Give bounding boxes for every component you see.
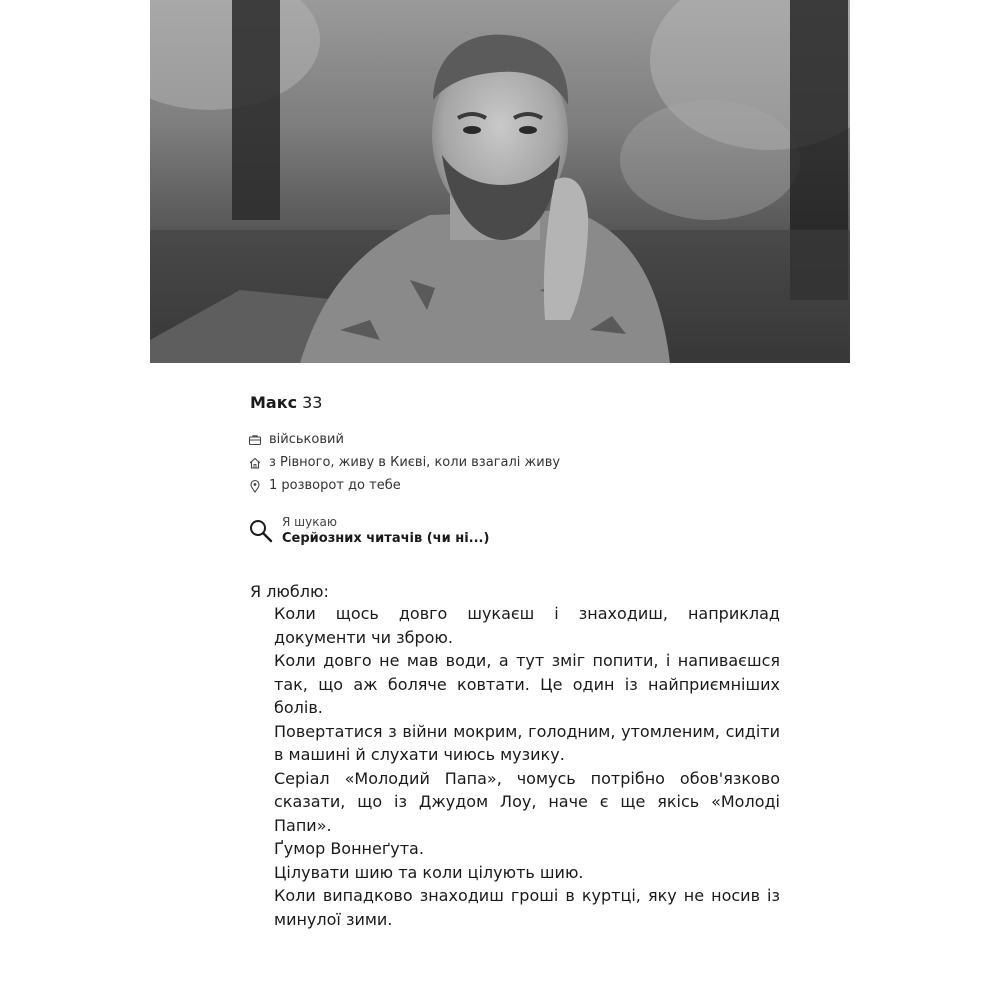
distance-text: 1 розворот до тебе [269,478,401,493]
distance-row [248,478,401,494]
profile-photo [150,0,850,363]
list-item: Повертатися з війни мокрим, голодним, утомленим, сидіти в машині й слухати чиюсь музику. [274,721,780,764]
list-item: Ґумор Воннеґута. [274,839,424,858]
briefcase-icon [248,433,262,447]
hometown-row [248,455,560,471]
hometown-text: з Рівного, живу в Києві, коли взагалі живу [269,455,561,470]
location-pin-icon [248,479,262,493]
occupation-text: військовий [269,432,344,447]
list-item: Цілувати шию та коли цілують шию. [274,862,584,882]
home-icon [248,456,262,470]
list-item: Коли щось довго шукаєш і знаходиш, наприклад документи чи зброю. [274,604,780,647]
likes-list [250,602,780,931]
seeking-block [248,515,489,548]
list-item: Коли випадково знаходиш гроші в куртці, яку не носив із минулої зими. [274,886,780,929]
seeking-label: Я шукаю [282,515,337,529]
seeking-value: Серйозних читачів (чи ні...) [282,531,490,546]
profile-age: 33 [302,393,323,412]
likes-title: Я люблю: [250,582,329,601]
portrait-illustration [150,0,850,363]
list-item: Серіал «Молодий Папа», чомусь потрібно обов'язково сказати, що із Джудом Лоу, наче є ще якісь «Молоді Папи». [274,768,780,835]
list-item: Коли довго не мав води, а тут зміг попити, і напиваєшся так, що аж боляче ковтати. Це один із найприємніших болів. [274,651,780,717]
search-icon [248,518,274,544]
profile-name: Макс [250,393,298,412]
profile-name-age [250,393,322,413]
occupation-row [248,432,344,448]
